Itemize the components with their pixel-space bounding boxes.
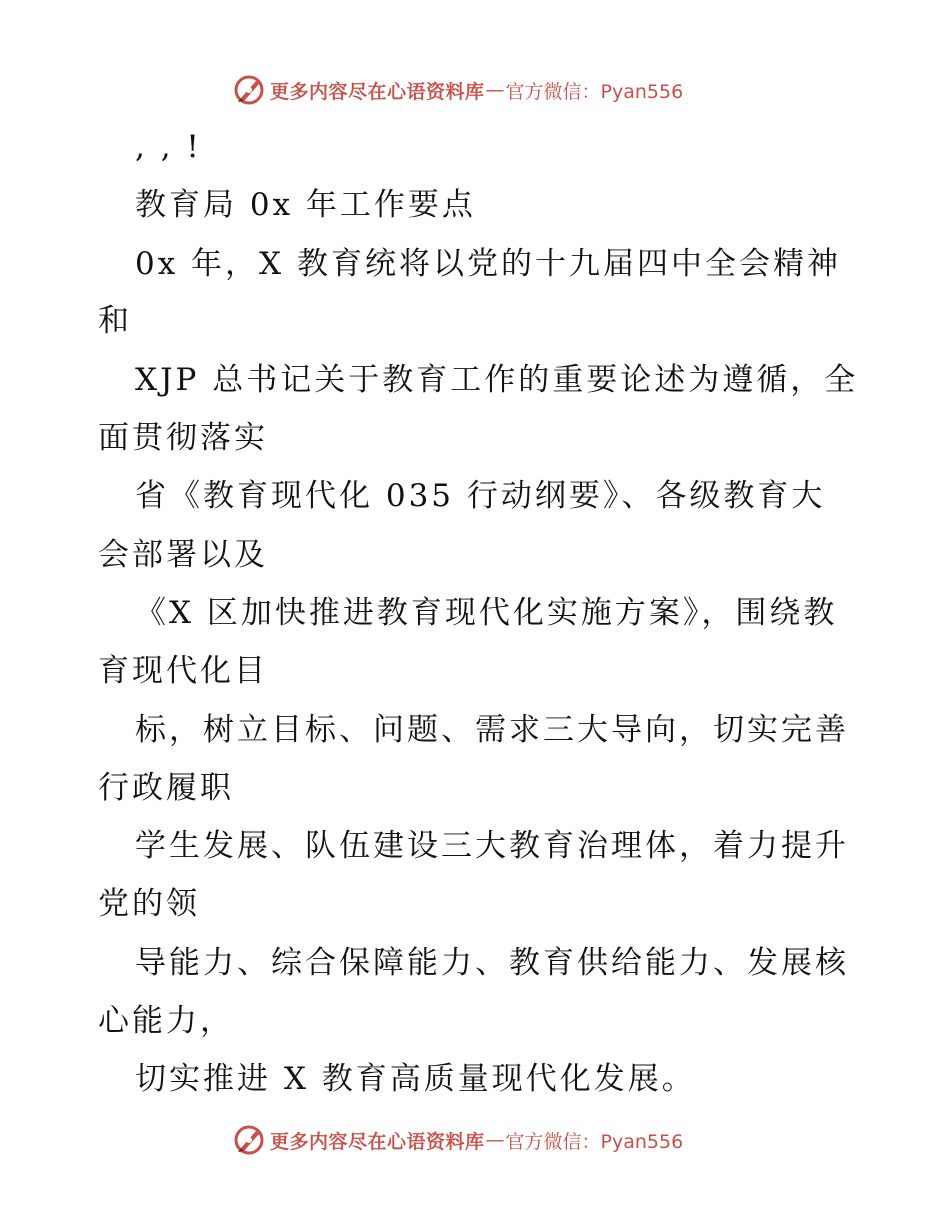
watermark-brand-text: 更多内容尽在心语资料库	[270, 1130, 485, 1153]
document-line: 会部署以及	[98, 537, 268, 573]
document-line: XJP 总书记关于教育工作的重要论述为遵循，全	[135, 362, 859, 398]
document-line: 面贯彻落实	[98, 420, 268, 456]
document-line: 心能力，	[98, 1003, 234, 1039]
watermark-contact-text: 官方微信：Pyan556	[505, 1130, 684, 1153]
document-line: 党的领	[98, 886, 200, 922]
document-line: 标，树立目标、问题、需求三大导向，切实完善	[135, 712, 849, 748]
document-line: 0x 年，X 教育统将以党的十九届四中全会精神	[135, 246, 841, 282]
document-line: 育现代化目	[98, 653, 268, 689]
document-line: 导能力、综合保障能力、教育供给能力、发展核	[135, 945, 849, 981]
document-line: 省《教育现代化 035 行动纲要》、各级教育大	[135, 478, 826, 514]
watermark-separator: —	[485, 79, 505, 101]
watermark-separator: —	[485, 1129, 505, 1151]
document-line: 学生发展、队伍建设三大教育治理体，着力提升	[135, 828, 849, 864]
document-line: 《X 区加快推进教育现代化实施方案》，围绕教	[135, 595, 838, 631]
watermark-brand-text: 更多内容尽在心语资料库	[270, 80, 485, 103]
watermark-contact-text: 官方微信：Pyan556	[505, 80, 684, 103]
document-line: 行政履职	[98, 770, 234, 806]
document-line: , , !	[135, 129, 202, 165]
pen-circle-logo-icon	[232, 1123, 266, 1157]
document-title: 教育局 0x 年工作要点	[135, 187, 476, 223]
header-watermark	[232, 70, 752, 110]
pen-circle-logo-icon	[232, 73, 266, 107]
document-line: 切实推进 X 教育高质量现代化发展。	[135, 1061, 696, 1097]
document-line: 和	[98, 303, 132, 339]
footer-watermark	[232, 1120, 752, 1160]
